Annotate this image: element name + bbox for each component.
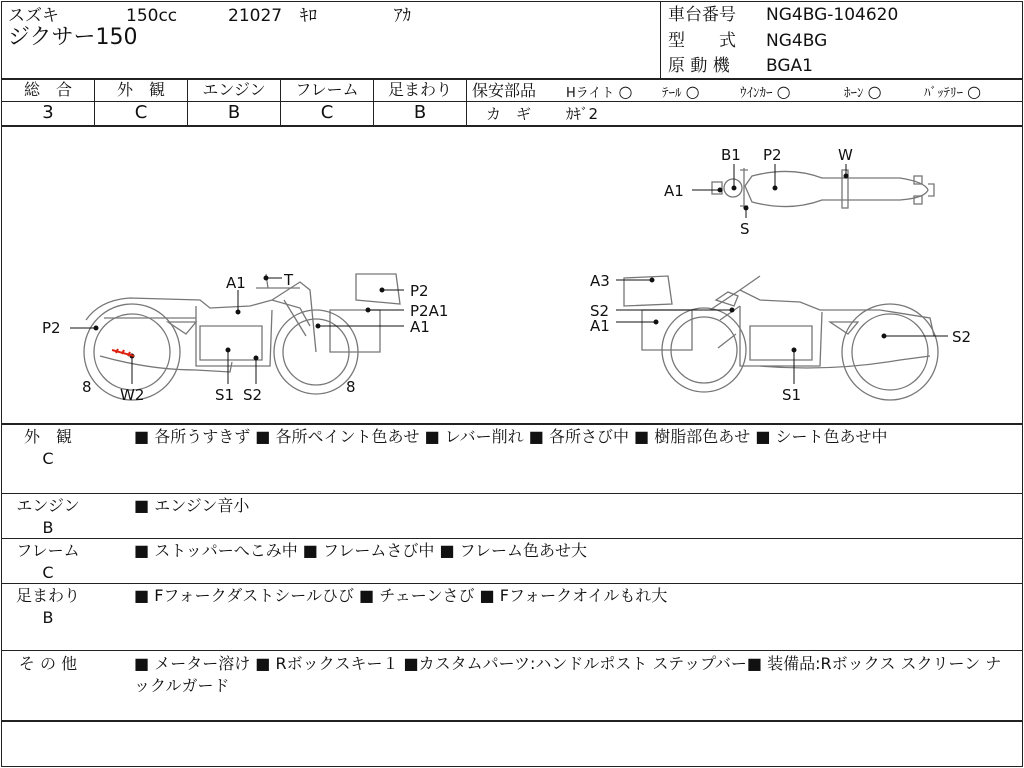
note-frame-grade: C [42,563,54,582]
note-divider-1 [1,493,1022,494]
type-value: NG4BG [766,31,828,51]
engine-value: BGA1 [766,56,813,76]
grade-total-label: 総 合 [23,80,72,99]
note-divider-5 [1,720,1022,722]
note-exterior-text: ■ 各所うすきず ■ 各所ペイント色あせ ■ レバー削れ ■ 各所さび中 ■ 樹脂部色あせ ■ シート色あせ中 [134,427,888,446]
label-left-p2-box: P2 [410,282,429,300]
label-left-s2: S2 [243,386,263,404]
note-divider-2 [1,538,1022,539]
frame-no-label: 車台番号 [668,5,736,25]
key-value: ｶｷﾞ2 [566,105,599,123]
note-divider-4 [1,650,1022,651]
label-left-a1: A1 [226,274,246,292]
safety-battery: ﾊﾞｯﾃﾘｰ ○ [924,82,982,101]
safety-headlight: Hライト ○ [566,82,633,101]
status-circle-icon: ○ [618,82,633,101]
color: ｱｶ [394,6,411,26]
label-top-a1: A1 [664,182,684,200]
note-exterior-grade: C [42,449,54,468]
note-suspension-text: ■ Fフォークダストシールひび ■ チェーンさび ■ Fフォークオイルもれ大 [134,586,668,605]
top-view-bike [712,168,934,208]
safety-winker: ｳｲﾝｶｰ ○ [740,82,791,101]
grade-suspension-value: B [413,102,427,123]
status-circle-icon: ○ [685,82,700,101]
note-divider-3 [1,583,1022,584]
note-engine-title: エンジン [16,496,80,515]
label-left-t: T [284,271,294,289]
note-frame-title: フレーム [16,541,80,560]
maker: スズキ [8,6,59,26]
safety-label: 保安部品 [472,81,537,100]
grade-divider-5 [466,79,467,126]
label-top-p2: P2 [763,146,782,164]
label-left-rear-8: 8 [82,378,92,396]
label-left-s1: S1 [215,386,235,404]
label-right-s2-box: S2 [590,302,610,320]
label-left-p2-rear: P2 [42,319,61,337]
safety-tail: ﾃｰﾙ ○ [662,82,700,101]
label-right-a3: A3 [590,272,610,290]
displacement: 150cc [126,6,178,26]
grade-exterior-label: 外 観 [116,80,165,99]
grade-frame-value: C [320,102,334,123]
label-right-s1: S1 [782,386,802,404]
note-frame-text: ■ ストッパーへこみ中 ■ フレームさび中 ■ フレーム色あせ大 [134,541,588,560]
label-right-s2-exhaust: S2 [952,328,972,346]
grade-engine-label: エンジン [202,80,266,99]
damage-diagram [0,127,1022,423]
label-right-a1: A1 [590,317,610,335]
label-left-w2: W2 [120,386,145,404]
model-name: ジクサー150 [8,25,138,50]
type-label: 型 式 [668,31,736,51]
note-suspension-grade: B [42,608,54,627]
mileage: 21027 [228,6,283,26]
label-left-a1-box: A1 [410,318,430,336]
damage-mark-w2 [112,349,134,356]
status-circle-icon: ○ [967,82,982,101]
grade-total-value: 3 [42,102,54,123]
note-engine-text: ■ エンジン音小 [134,496,250,515]
note-suspension-title: 足まわり [15,586,80,605]
label-left-front-8: 8 [346,378,356,396]
grade-exterior-value: C [134,102,148,123]
engine-label: 原 動 機 [668,56,730,76]
note-other-title: そ の 他 [18,654,78,673]
frame-no: NG4BG-104620 [766,5,899,25]
right-side-bike [624,276,938,400]
label-top-b1: B1 [721,146,741,164]
grade-engine-value: B [227,102,241,123]
status-circle-icon: ○ [867,82,882,101]
label-top-w: W [838,146,853,164]
grade-suspension-label: 足まわり [387,80,452,99]
header-divider-vertical [660,1,661,78]
diagram-bottom-line [1,423,1022,425]
label-left-p2a1: P2A1 [410,302,449,320]
note-other-text: ■ メーター溶け ■ Rボックスキー１ ■カスタムパーツ:ハンドルポスト ステップバー■ 装備品:Rボックス スクリーン ナックルガード [134,654,1002,695]
note-exterior-title: 外 観 [23,427,72,446]
mileage-unit: ｷﾛ [300,6,317,26]
label-top-s: S [740,220,750,238]
key-label: カ ギ [486,105,532,123]
status-circle-icon: ○ [776,82,791,101]
grade-frame-label: フレーム [295,80,359,99]
safety-horn: ﾎｰﾝ ○ [844,82,882,101]
note-engine-grade: B [42,518,54,537]
